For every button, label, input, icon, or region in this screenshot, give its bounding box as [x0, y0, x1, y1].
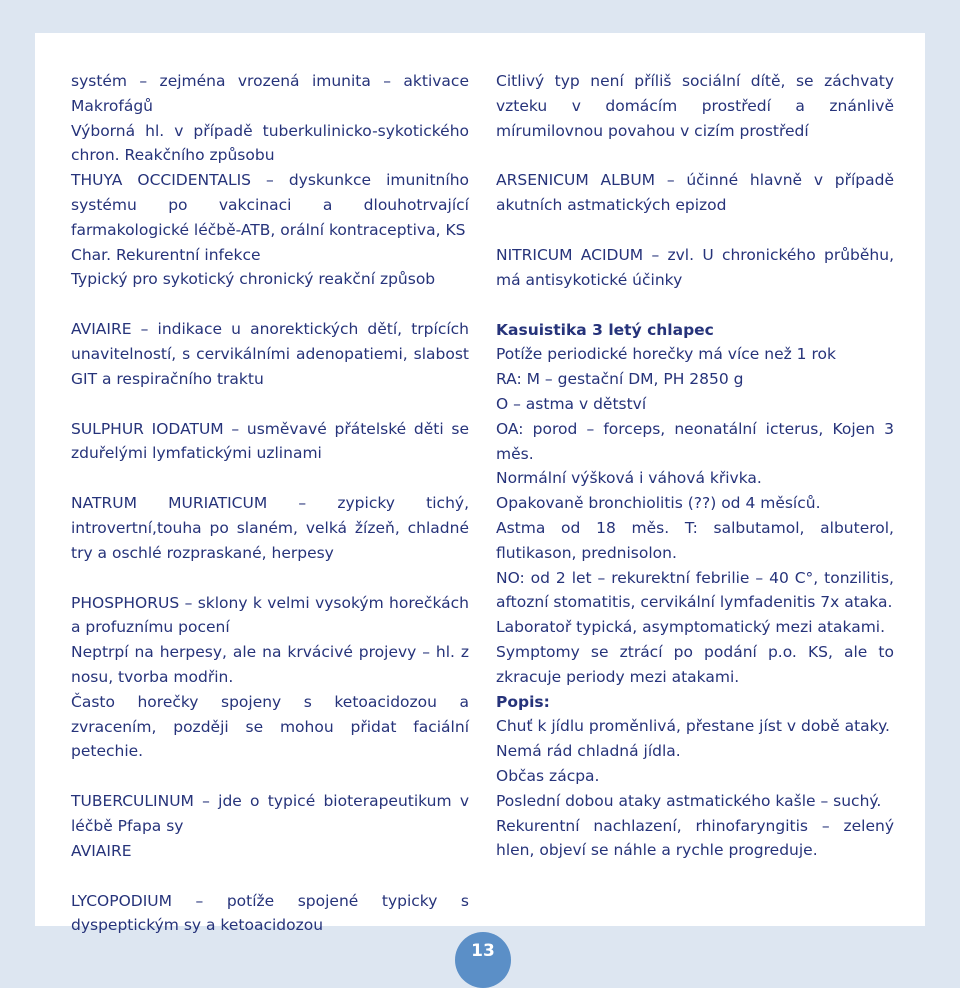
text-line: AVIAIRE – indikace u anorektických dětí, trpících unavitelností, s cervikálními adenopatiemi, slabost GIT a respiračního traktu — [71, 320, 469, 388]
text-line: Výborná hl. v případě tuberkulinicko-sykotického chron. Reakčního způsobu — [71, 121, 469, 165]
document-page — [35, 33, 925, 935]
text-line: Chuť k jídlu proměnlivá, přestane jíst v době ataky. — [496, 717, 890, 736]
text-line: PHOSPHORUS – sklony k velmi vysokým horečkách a profuznímu pocení — [71, 593, 469, 637]
text-line: O – astma v dětství — [496, 394, 647, 413]
text-line: Opakovaně bronchiolitis (??) od 4 měsíců. — [496, 494, 821, 513]
text-line: RA: M – gestační DM, PH 2850 g — [496, 370, 744, 389]
text-line: Poslední dobou ataky astmatického kašle – suchý. — [496, 791, 882, 810]
popis-heading: Popis: — [496, 692, 550, 711]
text-line: AVIAIRE — [71, 841, 132, 860]
text-line: OA: porod – forceps, neonatální icterus, Kojen 3 měs. — [496, 419, 894, 463]
left-column — [71, 69, 469, 963]
text-line: Rekurentní nachlazení, rhinofaryngitis – zelený hlen, objeví se náhle a rychle progreduje. — [496, 816, 894, 860]
text-line: systém – zejména vrozená imunita – aktivace Makrofágů — [71, 72, 469, 115]
text-line: NITRICUM ACIDUM – zvl. U chronického průběhu, má antisykotické účinky — [496, 245, 894, 289]
text-line: Potíže periodické horečky má více než 1 rok — [496, 345, 836, 364]
text-line: Nemá rád chladná jídla. — [496, 742, 681, 761]
text-line: Astma od 18 měs. T: salbutamol, albuterol, flutikason, prednisolon. — [496, 518, 894, 562]
text-line: Občas zácpa. — [496, 766, 600, 785]
text-line: Často horečky spojeny s ketoacidozou a zvracením, později se mohou přidat faciální petechie. — [71, 692, 469, 761]
text-line: Symptomy se ztrácí po podání p.o. KS, ale to zkracuje periody mezi atakami. — [496, 642, 894, 686]
case-study — [496, 318, 894, 864]
text-line: Char. Rekurentní infekce — [71, 245, 261, 264]
text-line: Laboratoř typická, asymptomatický mezi atakami. — [496, 618, 886, 637]
paragraph — [496, 243, 894, 293]
paragraph — [71, 317, 469, 391]
text-line: THUYA OCCIDENTALIS – dyskunkce imunitního systému po vakcinaci a dlouhotrvající farmakologické léčbě-ATB, orální kontraceptiva, KS — [71, 171, 469, 239]
text-line: SULPHUR IODATUM – usměvavé přátelské děti se zduřelými lymfatickými uzlinami — [71, 419, 469, 463]
paragraph — [71, 889, 469, 939]
paragraph — [71, 789, 469, 863]
paragraph — [71, 69, 469, 292]
text-line: Normální výšková i váhová křivka. — [496, 469, 762, 488]
paragraph — [71, 417, 469, 467]
text-line: TUBERCULINUM – jde o typicé bioterapeutikum v léčbě Pfapa sy — [71, 792, 469, 835]
case-heading: Kasuistika 3 letý chlapec — [496, 320, 714, 339]
paragraph — [71, 491, 469, 565]
paragraph — [71, 591, 469, 765]
text-line: NATRUM MURIATICUM – zypicky tichý, introvertní,touha po slaném, velká žízeň, chladné try a oschlé rozpraskané, herpesy — [71, 494, 469, 562]
right-column — [496, 69, 894, 888]
text-line: ARSENICUM ALBUM – účinné hlavně v případě akutních astmatických epizod — [496, 171, 894, 215]
page-number-badge: 13 — [455, 932, 511, 988]
paragraph — [496, 168, 894, 218]
text-line: Typický pro sykotický chronický reakční způsob — [71, 270, 436, 289]
text-line: LYCOPODIUM – potíže spojené typicky s dyspeptickým sy a ketoacidozou — [71, 891, 469, 935]
text-line: NO: od 2 let – rekurektní febrilie – 40 C°, tonzilitis, aftozní stomatitis, cervikální lymfadenitis 7x ataka. — [496, 568, 894, 612]
text-line: Citlivý typ není příliš sociální dítě, se záchvaty vzteku v domácím prostředí a znánlivě mírumilovnou povahou v cizím prostředí — [496, 72, 894, 140]
paragraph — [496, 69, 894, 143]
text-line: Neptrpí na herpesy, ale na krvácivé projevy – hl. z nosu, tvorba modřin. — [71, 643, 469, 686]
